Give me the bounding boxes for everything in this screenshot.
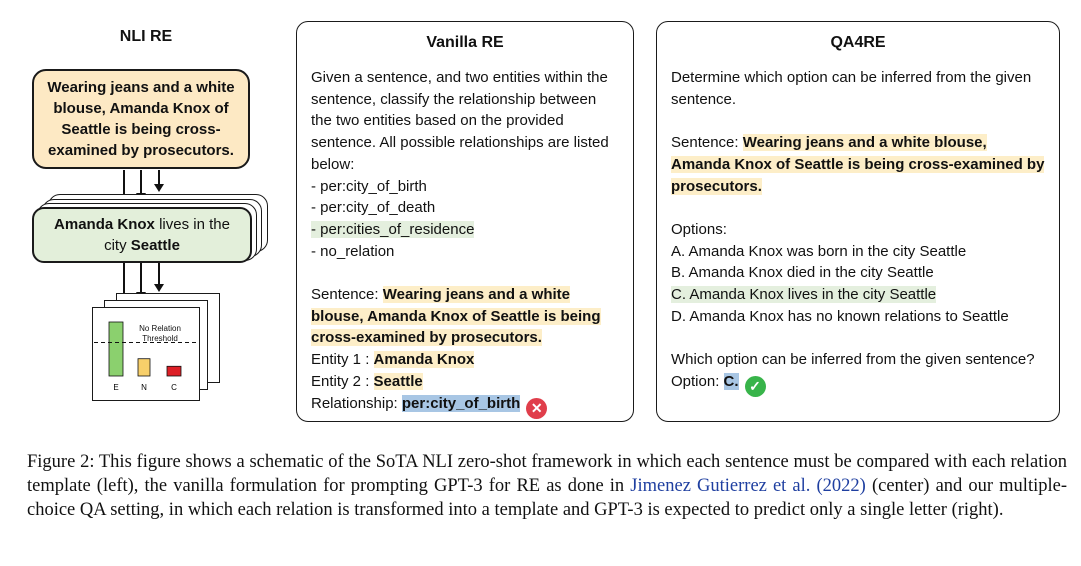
qa4re-title: QA4RE bbox=[830, 34, 886, 51]
qa-option: A. Amanda Knox was born in the city Seattle bbox=[671, 242, 967, 260]
qa4re-instruction: Determine which option can be inferred from the given sentence. bbox=[671, 69, 1032, 108]
qa-option: D. Amanda Knox has no known relations to Seattle bbox=[671, 307, 1009, 325]
relation-option: - per:cities_of_residence bbox=[311, 220, 475, 238]
arrow bbox=[140, 263, 142, 294]
qa4re-panel bbox=[656, 21, 1060, 422]
bar-n bbox=[138, 359, 150, 376]
figure-caption: Figure 2: This figure shows a schematic of the SoTA NLI zero-shot framework in which each sentence must be compared with each relation template (left), the vanilla formulation for prompting GPT-3 for RE as done in Jimenez Gutierrez et al. (2022) (center) and our multiple-choice QA setting, in which each relation is transformed into a template and GPT-3 is expected to predict only a single letter (right). bbox=[27, 452, 1067, 520]
cross-icon: ✕ bbox=[526, 398, 547, 419]
vanilla-re-panel bbox=[296, 21, 634, 422]
qa-option: C. Amanda Knox lives in the city Seattle bbox=[671, 286, 937, 303]
nli-sentence-box: Wearing jeans and a white blouse, Amanda Knox of Seattle is being cross-examined by prosecutors. bbox=[32, 69, 250, 169]
entailment-score-chart bbox=[92, 308, 202, 398]
bar-e bbox=[109, 322, 123, 376]
bar-label: E bbox=[113, 383, 119, 392]
template-object: Seattle bbox=[130, 237, 180, 254]
vanilla-sentence: Sentence: Wearing jeans and a white blouse, Amanda Knox of Seattle is being cross-examined by prosecutors. bbox=[311, 286, 601, 347]
entity-2: Entity 2 : Seattle bbox=[311, 372, 423, 390]
bar-c bbox=[167, 366, 181, 376]
threshold-label: Threshold bbox=[142, 334, 178, 343]
qa-option: B. Amanda Knox died in the city Seattle bbox=[671, 264, 934, 282]
vanilla-re-title: Vanilla RE bbox=[426, 34, 504, 51]
citation-link[interactable]: Jimenez Gutierrez et al. (2022) bbox=[630, 476, 866, 496]
relation-option: - per:city_of_death bbox=[311, 199, 436, 217]
vanilla-re-body bbox=[311, 67, 621, 419]
qa4re-body bbox=[671, 67, 1047, 397]
arrow bbox=[158, 263, 160, 285]
options-label: Options: bbox=[671, 220, 727, 238]
nli-re-title: NLI RE bbox=[119, 28, 173, 45]
template-text: lives in the city bbox=[104, 216, 230, 254]
arrow-head bbox=[154, 284, 164, 292]
check-icon: ✓ bbox=[745, 376, 766, 397]
arrow-head bbox=[154, 184, 164, 192]
qa4re-answer: Option: C. ✓ bbox=[671, 371, 1047, 397]
bar-label: N bbox=[141, 383, 147, 392]
threshold-label: No Relation bbox=[139, 324, 181, 333]
relation-option: - per:city_of_birth bbox=[311, 177, 427, 195]
qa4re-question: Which option can be inferred from the given sentence? bbox=[671, 351, 1035, 369]
vanilla-instruction: Given a sentence, and two entities within the sentence, classify the relationship between the two entities based on the provided sentence. All possible relationships are listed below: bbox=[311, 69, 609, 173]
template-subject: Amanda Knox bbox=[54, 216, 155, 233]
vanilla-relationship: Relationship: per:city_of_birth ✕ bbox=[311, 393, 621, 419]
bar-label: C bbox=[171, 383, 177, 392]
relation-template-box bbox=[32, 207, 252, 263]
qa4re-sentence: Sentence: Wearing jeans and a white blouse, Amanda Knox of Seattle is being cross-examined by prosecutors. bbox=[671, 134, 1045, 195]
entity-1: Entity 1 : Amanda Knox bbox=[311, 351, 475, 369]
relation-option: - no_relation bbox=[311, 242, 395, 260]
